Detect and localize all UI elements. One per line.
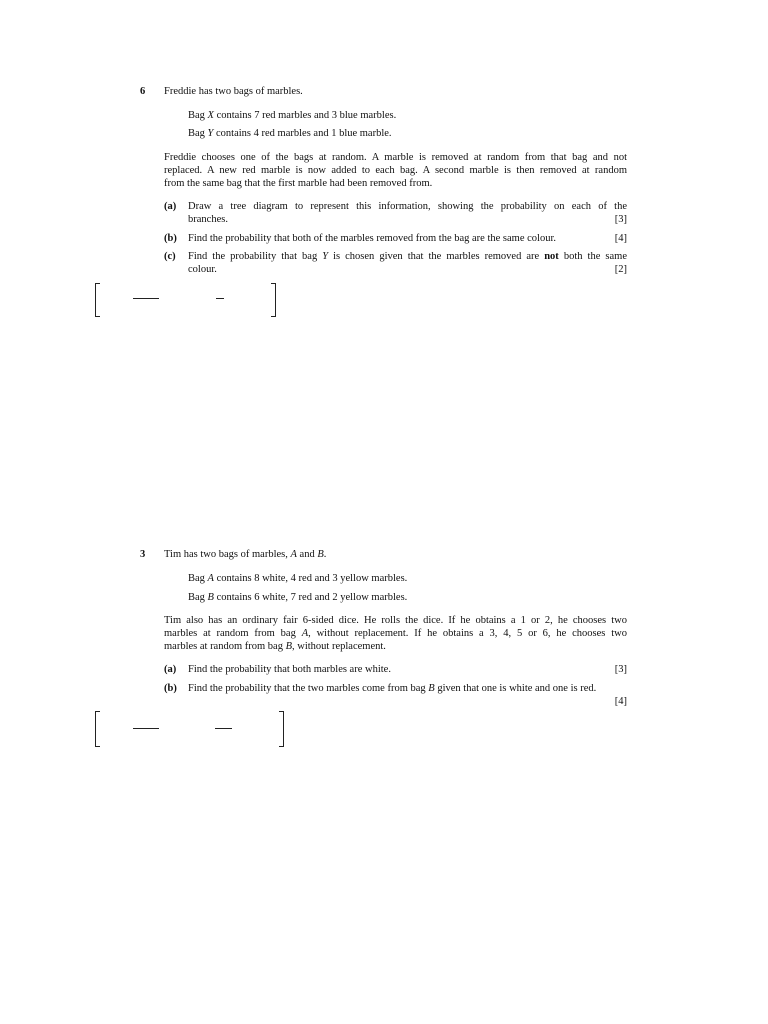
part-b-marks: [4] — [614, 233, 627, 244]
left-bracket — [95, 711, 100, 747]
part-a-label: (a) — [164, 664, 177, 675]
bag-y-description: Bag Y contains 4 red marbles and 1 blue marble. — [188, 128, 392, 139]
answer-line — [216, 298, 224, 299]
part-a-label: (a) — [164, 201, 177, 212]
part-a-marks: [3] — [614, 664, 627, 675]
part-c-label: (c) — [164, 251, 176, 262]
question-paragraph-line: Tim also has an ordinary fair 6-sided dice. He rolls the dice. If he obtains a 1 or 2, he chooses two — [164, 615, 627, 626]
part-b-label: (b) — [164, 683, 177, 694]
question-intro: Tim has two bags of marbles, A and B. — [164, 549, 327, 560]
question-number: 3 — [140, 549, 146, 560]
part-a-marks: [3] — [614, 214, 627, 225]
question-paragraph-line: from the same bag that the first marble had been removed from. — [164, 178, 433, 189]
answer-line — [133, 728, 159, 729]
left-bracket — [95, 283, 100, 317]
part-b-text: Find the probability that both of the marbles removed from the bag are the same colour. — [188, 233, 556, 244]
part-a-text: Draw a tree diagram to represent this information, showing the probability on each of the — [188, 201, 627, 212]
question-paragraph-line: replaced. A new red marble is now added to each bag. A second marble is then removed at random — [164, 165, 627, 176]
part-b-marks: [4] — [614, 696, 627, 707]
part-a-text-cont: branches. — [188, 214, 228, 225]
right-bracket — [271, 283, 276, 317]
part-c-text-cont: colour. — [188, 264, 217, 275]
question-intro: Freddie has two bags of marbles. — [164, 86, 303, 97]
answer-line — [215, 728, 232, 729]
part-c-text: Find the probability that bag Y is chosen given that the marbles removed are not both the same — [188, 251, 627, 262]
bag-x-description: Bag X contains 7 red marbles and 3 blue marbles. — [188, 110, 397, 121]
part-c-marks: [2] — [614, 264, 627, 275]
question-paragraph-line: marbles at random from bag B, without replacement. — [164, 641, 386, 652]
bag-b-description: Bag B contains 6 white, 7 red and 2 yellow marbles. — [188, 592, 408, 603]
question-paragraph-line: Freddie chooses one of the bags at random. A marble is removed at random from that bag and not — [164, 152, 627, 163]
question-paragraph-line: marbles at random from bag A, without replacement. If he obtains a 3, 4, 5 or 6, he chooses two — [164, 628, 627, 639]
part-a-text: Find the probability that both marbles are white. — [188, 664, 391, 675]
answer-line — [133, 298, 159, 299]
part-b-text: Find the probability that the two marbles come from bag B given that one is white and one is red. — [188, 683, 597, 694]
bag-a-description: Bag A contains 8 white, 4 red and 3 yellow marbles. — [188, 573, 408, 584]
part-b-label: (b) — [164, 233, 177, 244]
right-bracket — [279, 711, 284, 747]
question-number: 6 — [140, 86, 146, 97]
